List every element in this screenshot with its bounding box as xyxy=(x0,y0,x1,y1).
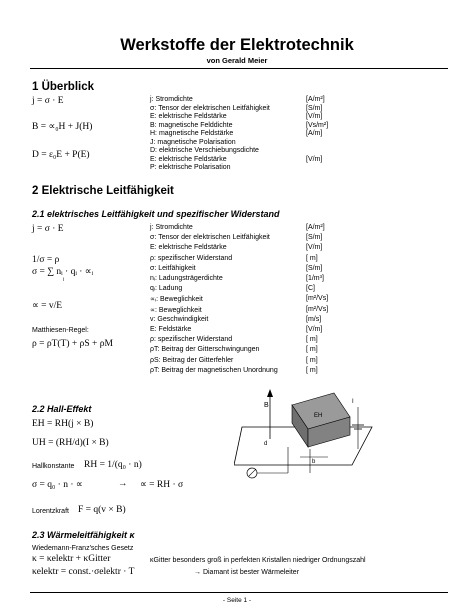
page-footer: - Seite 1 - xyxy=(222,597,252,604)
definition-unit: [m/s] xyxy=(306,315,322,323)
definition-unit: [A/m²] xyxy=(306,224,325,231)
formula-current-density: j = σ · E xyxy=(32,96,64,106)
b-field-arrowhead xyxy=(267,389,273,397)
definition-text: ∝: Beweglichkeit xyxy=(150,306,202,314)
kappa-gitter-note: κGitter besonders groß in perfekten Kristallen niedriger Ordnungszahl xyxy=(150,557,366,564)
definition-unit: [A/m²] xyxy=(306,96,325,103)
definition-unit: [V/m] xyxy=(306,155,323,163)
formula-resistivity: 1/σ = ρ xyxy=(32,255,60,265)
label-b-width: b xyxy=(312,459,316,465)
definition-text: E: elektrische Feldstärke xyxy=(150,113,227,120)
hall-effect-diagram xyxy=(234,385,384,485)
definition-text: ρT: Beitrag der magnetischen Unordnung xyxy=(150,366,278,374)
definition-text: E: Feldstärke xyxy=(150,326,192,333)
definition-text: v: Geschwindigkeit xyxy=(150,315,209,323)
wiedemann-franz-label: Wiedemann-Franz'sches Gesetz xyxy=(32,545,134,552)
definition-text: B: magnetische Felddichte xyxy=(150,121,233,129)
footer-divider xyxy=(30,592,448,593)
definition-unit: [S/m] xyxy=(306,234,323,242)
label-i: I xyxy=(352,399,354,405)
definition-text: ρT: Beitrag der Gitterschwingungen xyxy=(150,346,260,354)
definition-unit: [V/m] xyxy=(306,244,323,252)
hall-constant-label: Hallkonstante xyxy=(32,463,75,470)
definition-text: J: magnetische Polarisation xyxy=(150,138,236,146)
definition-unit: [m²/Vs] xyxy=(306,305,329,313)
definition-text: nᵢ: Ladungsträgerdichte xyxy=(150,275,223,282)
definition-text: ρ: spezifischer Widerstand xyxy=(150,336,233,344)
formula-kappa: κ = κelektr + κGitter xyxy=(32,554,111,564)
label-eh: EH xyxy=(314,413,323,419)
formula-hall-constant: RH = 1/(q₀ · n) xyxy=(84,460,142,470)
definition-unit: [Vs/m²] xyxy=(306,121,329,129)
definition-text: qᵢ: Ladung xyxy=(150,285,183,293)
definition-text: ∝ᵢ: Beweglichkeit xyxy=(150,296,203,304)
definition-text: j: Stromdichte xyxy=(150,96,193,103)
section-2-1-heading: 2.1 elektrisches Leitfähigkeit und spezifischer Widerstand xyxy=(32,209,280,219)
label-b: B xyxy=(264,402,269,409)
definition-unit: [m²/Vs] xyxy=(306,295,329,303)
formula-magnetic: B = ∝₀H + J(H) xyxy=(32,122,93,132)
definition-unit: [S/m] xyxy=(306,264,323,272)
definition-text: j: Stromdichte xyxy=(150,224,193,231)
lorentz-label: Lorentzkraft xyxy=(32,508,69,515)
sum-index: i xyxy=(63,277,65,283)
formula-current-density-2: j = σ · E xyxy=(32,224,64,234)
definition-unit: [ m] xyxy=(306,254,318,262)
definition-unit: [ m] xyxy=(306,356,318,364)
definition-text: P: elektrische Polarisation xyxy=(150,164,231,171)
definition-unit: [A/m] xyxy=(306,130,323,137)
definition-text: ρS: Beitrag der Gitterfehler xyxy=(150,356,234,364)
formula-lorentz: F = q(v × B) xyxy=(78,505,126,515)
matthiesen-label: Matthiesen-Regel: xyxy=(32,327,89,334)
section-2-heading: 2 Elektrische Leitfähigkeit xyxy=(32,185,174,197)
page-title: Werkstoffe der Elektrotechnik xyxy=(120,36,354,54)
formula-mobility-hall: ∝ = RH · σ xyxy=(140,480,184,490)
definition-unit: [S/m] xyxy=(306,104,323,112)
header-divider xyxy=(30,68,448,69)
definition-text: ρ: spezifischer Widerstand xyxy=(150,254,233,262)
formula-hall-voltage: UH = (RH/d)(I × B) xyxy=(32,438,109,448)
definition-unit: [1/m³] xyxy=(306,275,324,282)
definition-unit: [ m] xyxy=(306,366,318,374)
definition-text: H: magnetische Feldstärke xyxy=(150,130,234,137)
definition-unit: [V/m] xyxy=(306,113,323,120)
definition-unit: [ m] xyxy=(306,346,318,354)
formula-conductivity: σ = ∑ nᵢ · qᵢ · ∝ᵢ xyxy=(32,267,94,277)
definition-text: E: elektrische Feldstärke xyxy=(150,155,227,163)
formula-sigma: σ = q₀ · n · ∝ xyxy=(32,480,83,490)
definition-unit: [V/m] xyxy=(306,326,323,333)
definition-unit: [ m] xyxy=(306,336,318,344)
page-subtitle: von Gerald Meier xyxy=(206,56,268,65)
formula-matthiesen: ρ = ρT(T) + ρS + ρM xyxy=(32,339,113,349)
label-d: d xyxy=(264,441,268,447)
definition-text: D: elektrische Verschiebungsdichte xyxy=(150,147,259,154)
formula-hall-field: EH = RH(j × B) xyxy=(32,419,94,429)
section-2-3-heading: 2.3 Wärmeleitfähigkeit κ xyxy=(32,530,135,540)
formula-electric: D = ε₀E + P(E) xyxy=(32,150,90,160)
definition-text: E: elektrische Feldstärke xyxy=(150,244,227,252)
diamond-note: → Diamant ist bester Wärmeleiter xyxy=(194,569,300,576)
definition-text: σ: Tensor der elektrischen Leitfähigkeit xyxy=(150,104,270,112)
definition-unit: [C] xyxy=(306,285,315,293)
definition-text: σ: Leitfähigkeit xyxy=(150,264,196,272)
formula-kappa-elektr: κelektr = const.·σelektr · T xyxy=(32,567,135,577)
definition-text: σ: Tensor der elektrischen Leitfähigkeit xyxy=(150,234,270,242)
implies-arrow: → xyxy=(118,479,128,489)
section-2-2-heading: 2.2 Hall-Effekt xyxy=(32,404,92,414)
formula-mobility: ∝ = v/E xyxy=(32,301,63,311)
section-1-heading: 1 Überblick xyxy=(32,81,94,93)
